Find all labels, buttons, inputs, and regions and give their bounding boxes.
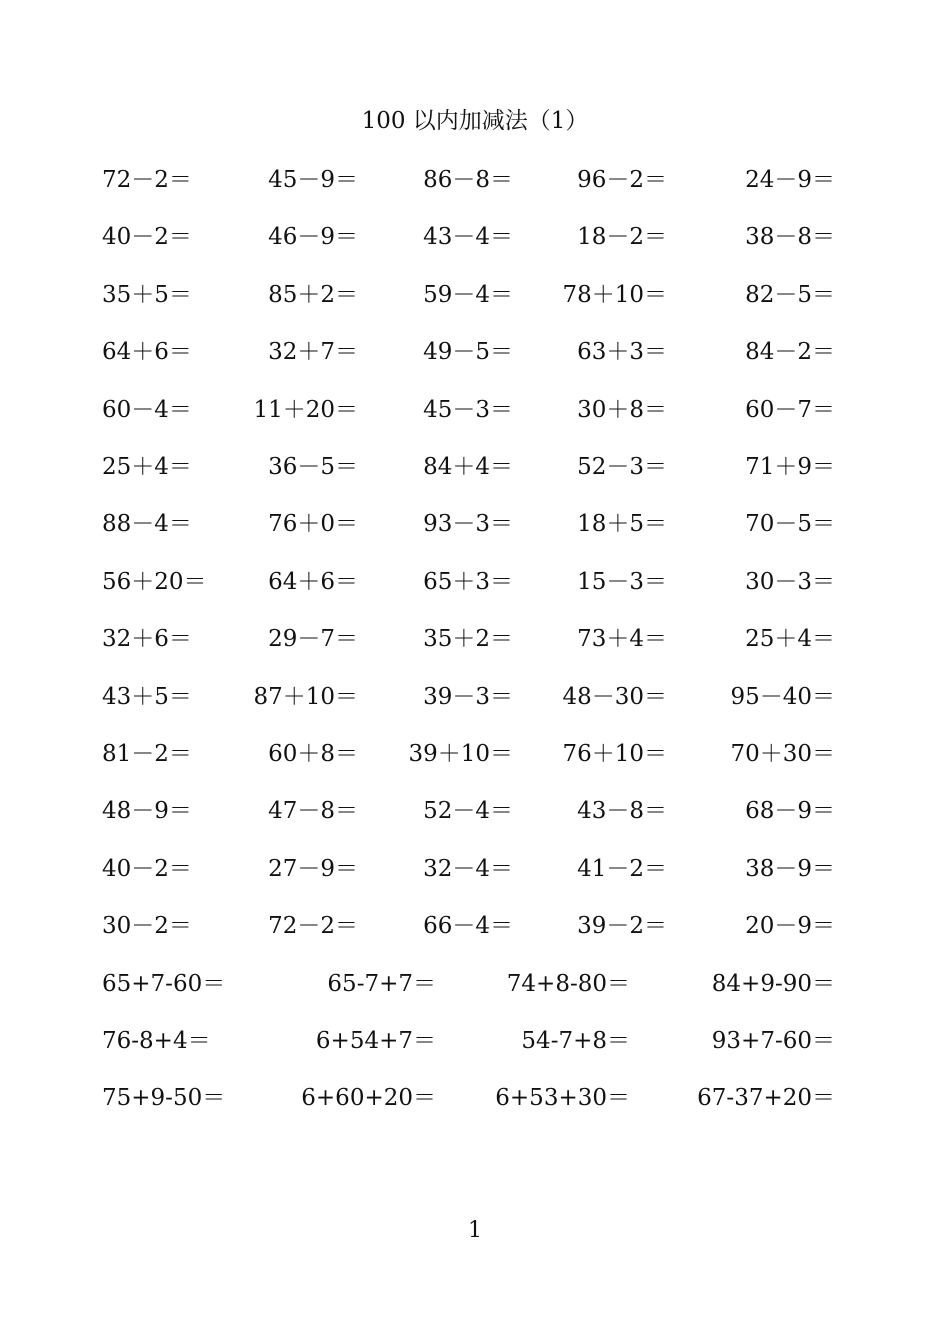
- problem-item: 32＋7＝: [268, 339, 358, 366]
- problem-row: [0, 337, 950, 367]
- problem-item: 66－4＝: [423, 913, 513, 940]
- problem-item: 43－8＝: [577, 798, 667, 825]
- problem-item: 36－5＝: [268, 454, 358, 480]
- problem-item: 39－3＝: [423, 683, 513, 710]
- problem-item: 76＋10＝: [562, 741, 667, 767]
- problem-item: 48－9＝: [102, 798, 192, 825]
- problem-item: 27－9＝: [268, 855, 358, 882]
- problem-item: 87＋10＝: [253, 683, 358, 710]
- problem-item: 86－8＝: [423, 167, 513, 193]
- problem-item: 25＋4＝: [745, 626, 835, 653]
- problem-item: 65-7+7＝: [327, 970, 436, 997]
- problem-row: [0, 1026, 950, 1056]
- problem-item: 76-8+4＝: [102, 1028, 211, 1054]
- problem-item: 35＋5＝: [102, 281, 192, 308]
- problem-item: 82－5＝: [745, 281, 835, 308]
- problem-item: 64＋6＝: [268, 568, 358, 595]
- problem-row: [0, 567, 950, 597]
- page-number: 1: [468, 1218, 482, 1243]
- problem-item: 40－2＝: [102, 224, 192, 251]
- problem-item: 67-37+20＝: [697, 1085, 835, 1112]
- problem-item: 47－8＝: [268, 798, 358, 825]
- problem-row: [0, 624, 950, 654]
- problem-row: [0, 1083, 950, 1113]
- problem-item: 48－30＝: [562, 683, 667, 710]
- problem-item: 93+7-60＝: [711, 1028, 835, 1054]
- problem-item: 43－4＝: [423, 224, 513, 251]
- problem-row: [0, 796, 950, 826]
- problem-item: 60＋8＝: [268, 741, 358, 767]
- problem-item: 84－2＝: [745, 339, 835, 366]
- page-title: 100 以内加减法（1）: [361, 108, 589, 134]
- problem-item: 49－5＝: [423, 339, 513, 366]
- problem-item: 52－3＝: [577, 454, 667, 480]
- problem-row: [0, 682, 950, 712]
- problem-item: 96－2＝: [577, 167, 667, 193]
- problem-item: 39＋10＝: [408, 741, 513, 767]
- problem-item: 18＋5＝: [577, 511, 667, 538]
- problem-item: 81－2＝: [102, 741, 192, 767]
- problem-row: [0, 222, 950, 252]
- problem-item: 45－9＝: [268, 167, 358, 193]
- problem-item: 30－2＝: [102, 913, 192, 940]
- problem-item: 95－40＝: [730, 683, 835, 710]
- problem-item: 20－9＝: [745, 913, 835, 940]
- problem-item: 43＋5＝: [102, 683, 192, 710]
- problem-item: 54-7+8＝: [521, 1028, 630, 1054]
- problem-item: 70－5＝: [745, 511, 835, 538]
- problem-item: 38－9＝: [745, 855, 835, 882]
- problem-item: 15－3＝: [577, 568, 667, 595]
- problem-item: 93－3＝: [423, 511, 513, 538]
- problem-row: [0, 911, 950, 941]
- problem-item: 76＋0＝: [268, 511, 358, 538]
- problem-item: 30－3＝: [745, 568, 835, 595]
- problem-item: 38－8＝: [745, 224, 835, 251]
- problem-item: 25＋4＝: [102, 454, 192, 480]
- problem-item: 35＋2＝: [423, 626, 513, 653]
- problem-item: 32＋6＝: [102, 626, 192, 653]
- problem-item: 45－3＝: [423, 396, 513, 423]
- problem-item: 78＋10＝: [562, 281, 667, 308]
- problem-item: 65+7-60＝: [102, 970, 226, 997]
- problem-row: [0, 280, 950, 310]
- problem-item: 11＋20＝: [253, 396, 358, 423]
- problem-item: 73＋4＝: [577, 626, 667, 653]
- problem-item: 63＋3＝: [577, 339, 667, 366]
- problem-item: 29－7＝: [268, 626, 358, 653]
- problem-item: 32－4＝: [423, 855, 513, 882]
- problem-item: 41－2＝: [577, 855, 667, 882]
- problem-item: 71＋9＝: [745, 454, 835, 480]
- problem-item: 56＋20＝: [102, 568, 207, 595]
- problem-item: 52－4＝: [423, 798, 513, 825]
- problem-row: [0, 969, 950, 999]
- problem-row: [0, 452, 950, 482]
- problem-item: 84+9-90＝: [711, 970, 835, 997]
- problem-row: [0, 395, 950, 425]
- problem-item: 59－4＝: [423, 281, 513, 308]
- problem-item: 6+60+20＝: [301, 1085, 436, 1112]
- problem-item: 60－7＝: [745, 396, 835, 423]
- problem-item: 24－9＝: [745, 167, 835, 193]
- problem-item: 30＋8＝: [577, 396, 667, 423]
- problem-item: 68－9＝: [745, 798, 835, 825]
- problem-item: 40－2＝: [102, 855, 192, 882]
- problem-item: 88－4＝: [102, 511, 192, 538]
- problem-item: 6+54+7＝: [315, 1028, 436, 1054]
- problem-item: 39－2＝: [577, 913, 667, 940]
- problem-item: 72－2＝: [102, 167, 192, 193]
- problem-row: [0, 739, 950, 769]
- problem-item: 75+9-50＝: [102, 1085, 226, 1112]
- problem-item: 72－2＝: [268, 913, 358, 940]
- problem-item: 60－4＝: [102, 396, 192, 423]
- problem-item: 18－2＝: [577, 224, 667, 251]
- problem-item: 84＋4＝: [423, 454, 513, 480]
- problem-item: 65＋3＝: [423, 568, 513, 595]
- problem-item: 64＋6＝: [102, 339, 192, 366]
- problem-item: 70＋30＝: [730, 741, 835, 767]
- problem-row: [0, 854, 950, 884]
- problem-item: 6+53+30＝: [495, 1085, 630, 1112]
- problem-item: 85＋2＝: [268, 281, 358, 308]
- problem-row: [0, 509, 950, 539]
- problem-row: [0, 165, 950, 195]
- problem-item: 74+8-80＝: [506, 970, 630, 997]
- problem-item: 46－9＝: [268, 224, 358, 251]
